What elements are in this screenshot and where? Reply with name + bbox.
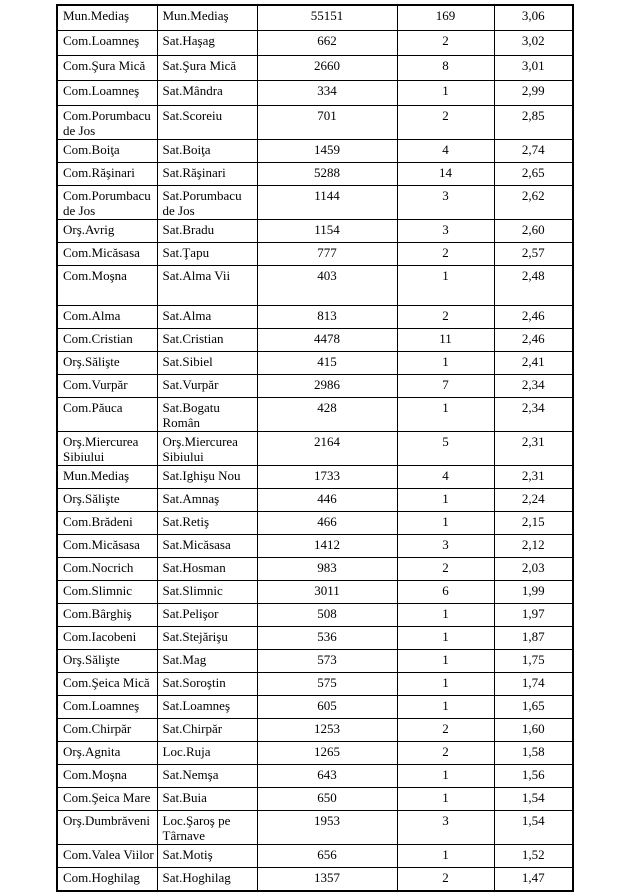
cell-ratio: 1,99 (494, 581, 573, 604)
cell-settlement: Sat.Ţapu (157, 243, 257, 266)
cell-population: 55151 (257, 5, 397, 31)
cell-population: 536 (257, 627, 397, 650)
cell-ratio: 1,54 (494, 788, 573, 811)
cell-admin-unit: Orş.Miercurea Sibiului (57, 432, 157, 466)
cell-settlement: Loc.Ruja (157, 742, 257, 765)
cell-count: 8 (397, 56, 494, 81)
cell-population: 415 (257, 352, 397, 375)
cell-ratio: 2,12 (494, 535, 573, 558)
cell-settlement: Sat.Ighişu Nou (157, 466, 257, 489)
cell-settlement: Sat.Chirpăr (157, 719, 257, 742)
cell-settlement: Sat.Motiş (157, 845, 257, 868)
table-row (57, 673, 573, 696)
cell-population: 983 (257, 558, 397, 581)
cell-admin-unit: Com.Nocrich (57, 558, 157, 581)
cell-admin-unit: Com.Cristian (57, 329, 157, 352)
table-row (57, 56, 573, 81)
cell-admin-unit: Com.Micăsasa (57, 243, 157, 266)
cell-ratio: 1,52 (494, 845, 573, 868)
localities-table (56, 4, 574, 892)
table-row (57, 788, 573, 811)
cell-ratio: 2,46 (494, 329, 573, 352)
table-row (57, 558, 573, 581)
cell-settlement: Sat.Porumbacu de Jos (157, 186, 257, 220)
cell-ratio: 2,46 (494, 306, 573, 329)
cell-ratio: 3,01 (494, 56, 573, 81)
table-row (57, 512, 573, 535)
cell-ratio: 2,48 (494, 266, 573, 306)
cell-admin-unit: Com.Porumbacu de Jos (57, 186, 157, 220)
table-row (57, 352, 573, 375)
cell-ratio: 1,56 (494, 765, 573, 788)
table-row (57, 140, 573, 163)
cell-population: 643 (257, 765, 397, 788)
cell-population: 508 (257, 604, 397, 627)
cell-admin-unit: Com.Păuca (57, 398, 157, 432)
cell-admin-unit: Com.Moşna (57, 266, 157, 306)
cell-settlement: Mun.Mediaş (157, 5, 257, 31)
table-row (57, 845, 573, 868)
cell-population: 466 (257, 512, 397, 535)
cell-settlement: Sat.Nemşa (157, 765, 257, 788)
cell-population: 573 (257, 650, 397, 673)
cell-admin-unit: Com.Moşna (57, 765, 157, 788)
table-row (57, 742, 573, 765)
cell-ratio: 2,60 (494, 220, 573, 243)
cell-count: 3 (397, 220, 494, 243)
cell-ratio: 2,57 (494, 243, 573, 266)
cell-settlement: Sat.Hoghilag (157, 868, 257, 892)
cell-count: 1 (397, 650, 494, 673)
cell-population: 1733 (257, 466, 397, 489)
cell-ratio: 1,97 (494, 604, 573, 627)
cell-admin-unit: Com.Chirpăr (57, 719, 157, 742)
cell-count: 11 (397, 329, 494, 352)
cell-admin-unit: Com.Loamneş (57, 81, 157, 106)
cell-admin-unit: Com.Bârghiş (57, 604, 157, 627)
cell-count: 2 (397, 243, 494, 266)
cell-count: 2 (397, 31, 494, 56)
table-row (57, 266, 573, 306)
cell-settlement: Sat.Vurpăr (157, 375, 257, 398)
table-row (57, 489, 573, 512)
cell-ratio: 2,41 (494, 352, 573, 375)
cell-ratio: 2,62 (494, 186, 573, 220)
cell-population: 2986 (257, 375, 397, 398)
cell-population: 3011 (257, 581, 397, 604)
cell-settlement: Sat.Micăsasa (157, 535, 257, 558)
cell-ratio: 2,15 (494, 512, 573, 535)
table-row (57, 696, 573, 719)
cell-settlement: Orş.Miercurea Sibiului (157, 432, 257, 466)
cell-settlement: Sat.Soroştin (157, 673, 257, 696)
cell-count: 3 (397, 811, 494, 845)
cell-population: 428 (257, 398, 397, 432)
cell-count: 2 (397, 742, 494, 765)
cell-admin-unit: Com.Şeica Mică (57, 673, 157, 696)
cell-settlement: Sat.Pelişor (157, 604, 257, 627)
table-body (57, 5, 573, 891)
cell-admin-unit: Orş.Sălişte (57, 650, 157, 673)
cell-settlement: Sat.Slimnic (157, 581, 257, 604)
table-row (57, 5, 573, 31)
cell-count: 1 (397, 788, 494, 811)
cell-admin-unit: Orş.Avrig (57, 220, 157, 243)
table-row (57, 81, 573, 106)
cell-settlement: Sat.Mândra (157, 81, 257, 106)
cell-admin-unit: Orş.Sălişte (57, 352, 157, 375)
cell-ratio: 3,02 (494, 31, 573, 56)
cell-count: 4 (397, 140, 494, 163)
cell-settlement: Sat.Mag (157, 650, 257, 673)
cell-population: 1253 (257, 719, 397, 742)
cell-admin-unit: Orş.Dumbrăveni (57, 811, 157, 845)
cell-population: 777 (257, 243, 397, 266)
cell-admin-unit: Mun.Mediaş (57, 5, 157, 31)
cell-settlement: Loc.Şaroş pe Târnave (157, 811, 257, 845)
cell-admin-unit: Com.Micăsasa (57, 535, 157, 558)
cell-admin-unit: Com.Iacobeni (57, 627, 157, 650)
table-row (57, 868, 573, 892)
cell-ratio: 1,87 (494, 627, 573, 650)
cell-count: 2 (397, 306, 494, 329)
cell-population: 1357 (257, 868, 397, 892)
table-row (57, 719, 573, 742)
cell-ratio: 3,06 (494, 5, 573, 31)
cell-count: 1 (397, 266, 494, 306)
cell-settlement: Sat.Loamneş (157, 696, 257, 719)
cell-settlement: Sat.Buia (157, 788, 257, 811)
cell-ratio: 1,54 (494, 811, 573, 845)
cell-population: 1144 (257, 186, 397, 220)
table-row (57, 186, 573, 220)
cell-settlement: Sat.Amnaş (157, 489, 257, 512)
cell-population: 5288 (257, 163, 397, 186)
cell-population: 1412 (257, 535, 397, 558)
cell-count: 3 (397, 186, 494, 220)
table-row (57, 765, 573, 788)
cell-population: 334 (257, 81, 397, 106)
cell-population: 446 (257, 489, 397, 512)
cell-settlement: Sat.Hosman (157, 558, 257, 581)
table-row (57, 627, 573, 650)
cell-settlement: Sat.Alma (157, 306, 257, 329)
cell-count: 1 (397, 81, 494, 106)
cell-count: 1 (397, 352, 494, 375)
cell-count: 4 (397, 466, 494, 489)
table-row (57, 375, 573, 398)
cell-ratio: 2,34 (494, 375, 573, 398)
cell-ratio: 2,74 (494, 140, 573, 163)
cell-population: 2660 (257, 56, 397, 81)
cell-settlement: Sat.Retiş (157, 512, 257, 535)
cell-population: 575 (257, 673, 397, 696)
table-row (57, 220, 573, 243)
cell-count: 3 (397, 535, 494, 558)
cell-population: 605 (257, 696, 397, 719)
cell-admin-unit: Com.Vurpăr (57, 375, 157, 398)
table-row (57, 604, 573, 627)
cell-count: 5 (397, 432, 494, 466)
cell-population: 1953 (257, 811, 397, 845)
cell-ratio: 2,99 (494, 81, 573, 106)
cell-ratio: 1,58 (494, 742, 573, 765)
cell-count: 2 (397, 558, 494, 581)
cell-ratio: 1,75 (494, 650, 573, 673)
cell-ratio: 2,03 (494, 558, 573, 581)
cell-count: 1 (397, 627, 494, 650)
cell-admin-unit: Com.Loamneş (57, 696, 157, 719)
cell-count: 1 (397, 398, 494, 432)
table-row (57, 466, 573, 489)
cell-admin-unit: Com.Hoghilag (57, 868, 157, 892)
cell-settlement: Sat.Haşag (157, 31, 257, 56)
cell-admin-unit: Com.Loamneş (57, 31, 157, 56)
cell-ratio: 2,85 (494, 106, 573, 140)
cell-count: 1 (397, 489, 494, 512)
cell-ratio: 2,34 (494, 398, 573, 432)
cell-population: 403 (257, 266, 397, 306)
cell-settlement: Sat.Şura Mică (157, 56, 257, 81)
cell-count: 2 (397, 719, 494, 742)
table-row (57, 581, 573, 604)
cell-count: 1 (397, 845, 494, 868)
cell-ratio: 1,60 (494, 719, 573, 742)
cell-population: 813 (257, 306, 397, 329)
cell-count: 7 (397, 375, 494, 398)
cell-admin-unit: Com.Răşinari (57, 163, 157, 186)
cell-population: 662 (257, 31, 397, 56)
cell-settlement: Sat.Răşinari (157, 163, 257, 186)
table-row (57, 163, 573, 186)
cell-admin-unit: Orş.Sălişte (57, 489, 157, 512)
table-row (57, 650, 573, 673)
cell-settlement: Sat.Alma Vii (157, 266, 257, 306)
cell-admin-unit: Com.Brădeni (57, 512, 157, 535)
cell-count: 1 (397, 696, 494, 719)
cell-admin-unit: Com.Boiţa (57, 140, 157, 163)
cell-count: 2 (397, 868, 494, 892)
cell-ratio: 2,31 (494, 466, 573, 489)
cell-admin-unit: Com.Slimnic (57, 581, 157, 604)
table-row (57, 398, 573, 432)
cell-population: 4478 (257, 329, 397, 352)
cell-count: 14 (397, 163, 494, 186)
cell-count: 1 (397, 765, 494, 788)
table-row (57, 811, 573, 845)
table-row (57, 535, 573, 558)
cell-admin-unit: Com.Alma (57, 306, 157, 329)
cell-ratio: 2,31 (494, 432, 573, 466)
cell-admin-unit: Orş.Agnita (57, 742, 157, 765)
cell-settlement: Sat.Boiţa (157, 140, 257, 163)
cell-settlement: Sat.Cristian (157, 329, 257, 352)
cell-count: 1 (397, 512, 494, 535)
cell-settlement: Sat.Bogatu Român (157, 398, 257, 432)
cell-count: 2 (397, 106, 494, 140)
table-row (57, 106, 573, 140)
cell-count: 1 (397, 604, 494, 627)
cell-settlement: Sat.Sibiel (157, 352, 257, 375)
cell-population: 650 (257, 788, 397, 811)
cell-count: 1 (397, 673, 494, 696)
cell-admin-unit: Mun.Mediaş (57, 466, 157, 489)
table-row (57, 306, 573, 329)
cell-ratio: 1,74 (494, 673, 573, 696)
cell-population: 656 (257, 845, 397, 868)
cell-population: 1459 (257, 140, 397, 163)
cell-ratio: 2,65 (494, 163, 573, 186)
cell-admin-unit: Com.Şeica Mare (57, 788, 157, 811)
cell-ratio: 1,47 (494, 868, 573, 892)
cell-admin-unit: Com.Şura Mică (57, 56, 157, 81)
cell-population: 1154 (257, 220, 397, 243)
cell-population: 1265 (257, 742, 397, 765)
cell-settlement: Sat.Scoreiu (157, 106, 257, 140)
cell-population: 2164 (257, 432, 397, 466)
cell-admin-unit: Com.Porumbacu de Jos (57, 106, 157, 140)
cell-admin-unit: Com.Valea Viilor (57, 845, 157, 868)
table-row (57, 432, 573, 466)
table-row (57, 243, 573, 266)
table-row (57, 31, 573, 56)
table-row (57, 329, 573, 352)
cell-settlement: Sat.Bradu (157, 220, 257, 243)
cell-population: 701 (257, 106, 397, 140)
cell-settlement: Sat.Stejărişu (157, 627, 257, 650)
cell-count: 6 (397, 581, 494, 604)
cell-ratio: 1,65 (494, 696, 573, 719)
cell-ratio: 2,24 (494, 489, 573, 512)
cell-count: 169 (397, 5, 494, 31)
